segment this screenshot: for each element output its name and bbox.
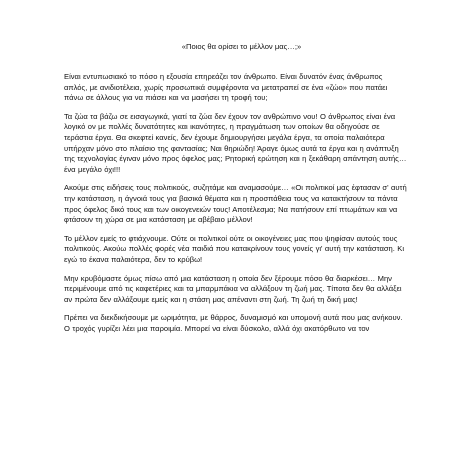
document-title: «Ποιος θα ορίσει το μέλλον μας…;» — [181, 42, 302, 51]
paragraph-4: Το μέλλον εμείς το φτιάχνουμε. Ούτε οι πολιτικοί ούτε οι οικογένειες μας που ψηφίσαν αυτούς τους πολιτικούς. Ακούω πολλές φορές νέα παιδιά που κατακρίνουν τους γονείς γι' αυτή την κατάσταση. Κι εγώ το έκανα παλαιότερα, δεν το κρύβω! — [64, 233, 405, 264]
paragraph-5: Μην κρυβόμαστε όμως πίσω από μια κατάσταση η οποία δεν ξέρουμε πόσο θα διαρκέσει… Μην περιμένουμε από τις καφετέριες και τα μπαρμπάκια να αλλάξουν τη ζωή μας. Τίποτα δεν θα αλλάξει αν πρώτα δεν αλλάξουμε εμείς και η στάση μας απέναντι στη ζωή. Τη ζωή τη δική μας! — [64, 273, 402, 304]
paragraph-3: Ακούμε στις ειδήσεις τους πολιτικούς, συζητάμε και αναμασούμε… «Οι πολιτικοί μας έφτασαν σ' αυτή την κατάσταση, η άγνοιά τους για βασικά θέματα και η προσπάθεια τους να κατακτήσουν τα πάντα προς όφελος δικό τους και των οικογενειών τους! Αποτέλεσμα; Να πατήσουν επί πτωμάτων και να φτάσουν τη χώρα σε μια κατάσταση με αβέβαιο μέλλον! — [64, 183, 407, 225]
paragraph-6: Πρέπει να διεκδικήσουμε με ωριμότητα, με θάρρος, δυναμισμό και υπομονή αυτά που μας ανήκουν. Ο τροχός γυρίζει λέει μια παροιμία. Μπορεί να είναι δύσκολο, αλλά όχι ακατόρθωτο να τον — [64, 313, 403, 333]
paragraph-1: Είναι εντυπωσιακό το πόσο η εξουσία επηρεάζει τον άνθρωπο. Είναι δυνατόν ένας άνθρωπος απλός, με ανιδιοτέλεια, χωρίς προσωπικά συμφέροντα να μετατραπεί σε ένα «ζώο» που πατάει πάνω σε άλλους για να πιάσει και να μασήσει τη τροφή του; — [64, 72, 388, 103]
paragraph-2: Τα ζώα τα βάζω σε εισαγωγικά, γιατί τα ζώα δεν έχουν τον ανθρώπινο νου! Ο άνθρωπος είναι ένα λογικό ον με πολλές δυνατότητες και ικανότητες, η πραγμάτωση των οποίων θα οδηγούσε σε τεράστια έργα. Θα σκεφτεί κανείς, δεν έχουμε δημιουργήσει μεγάλα έργα, τα οποία παλαιότερα υπήρχαν μόνο στο πλαίσιο της φαντασίας; Ναι θηριώδη! Άραγε όμως αυτά τα έργα και η ανάπτυξη της τεχνολογίας έγιναν μόνο προς όφελος μας; Ρητορική ερώτηση και η ξεκάθαρη απάντηση αυτής… ένα μεγάλο όχι!!! — [64, 111, 407, 174]
